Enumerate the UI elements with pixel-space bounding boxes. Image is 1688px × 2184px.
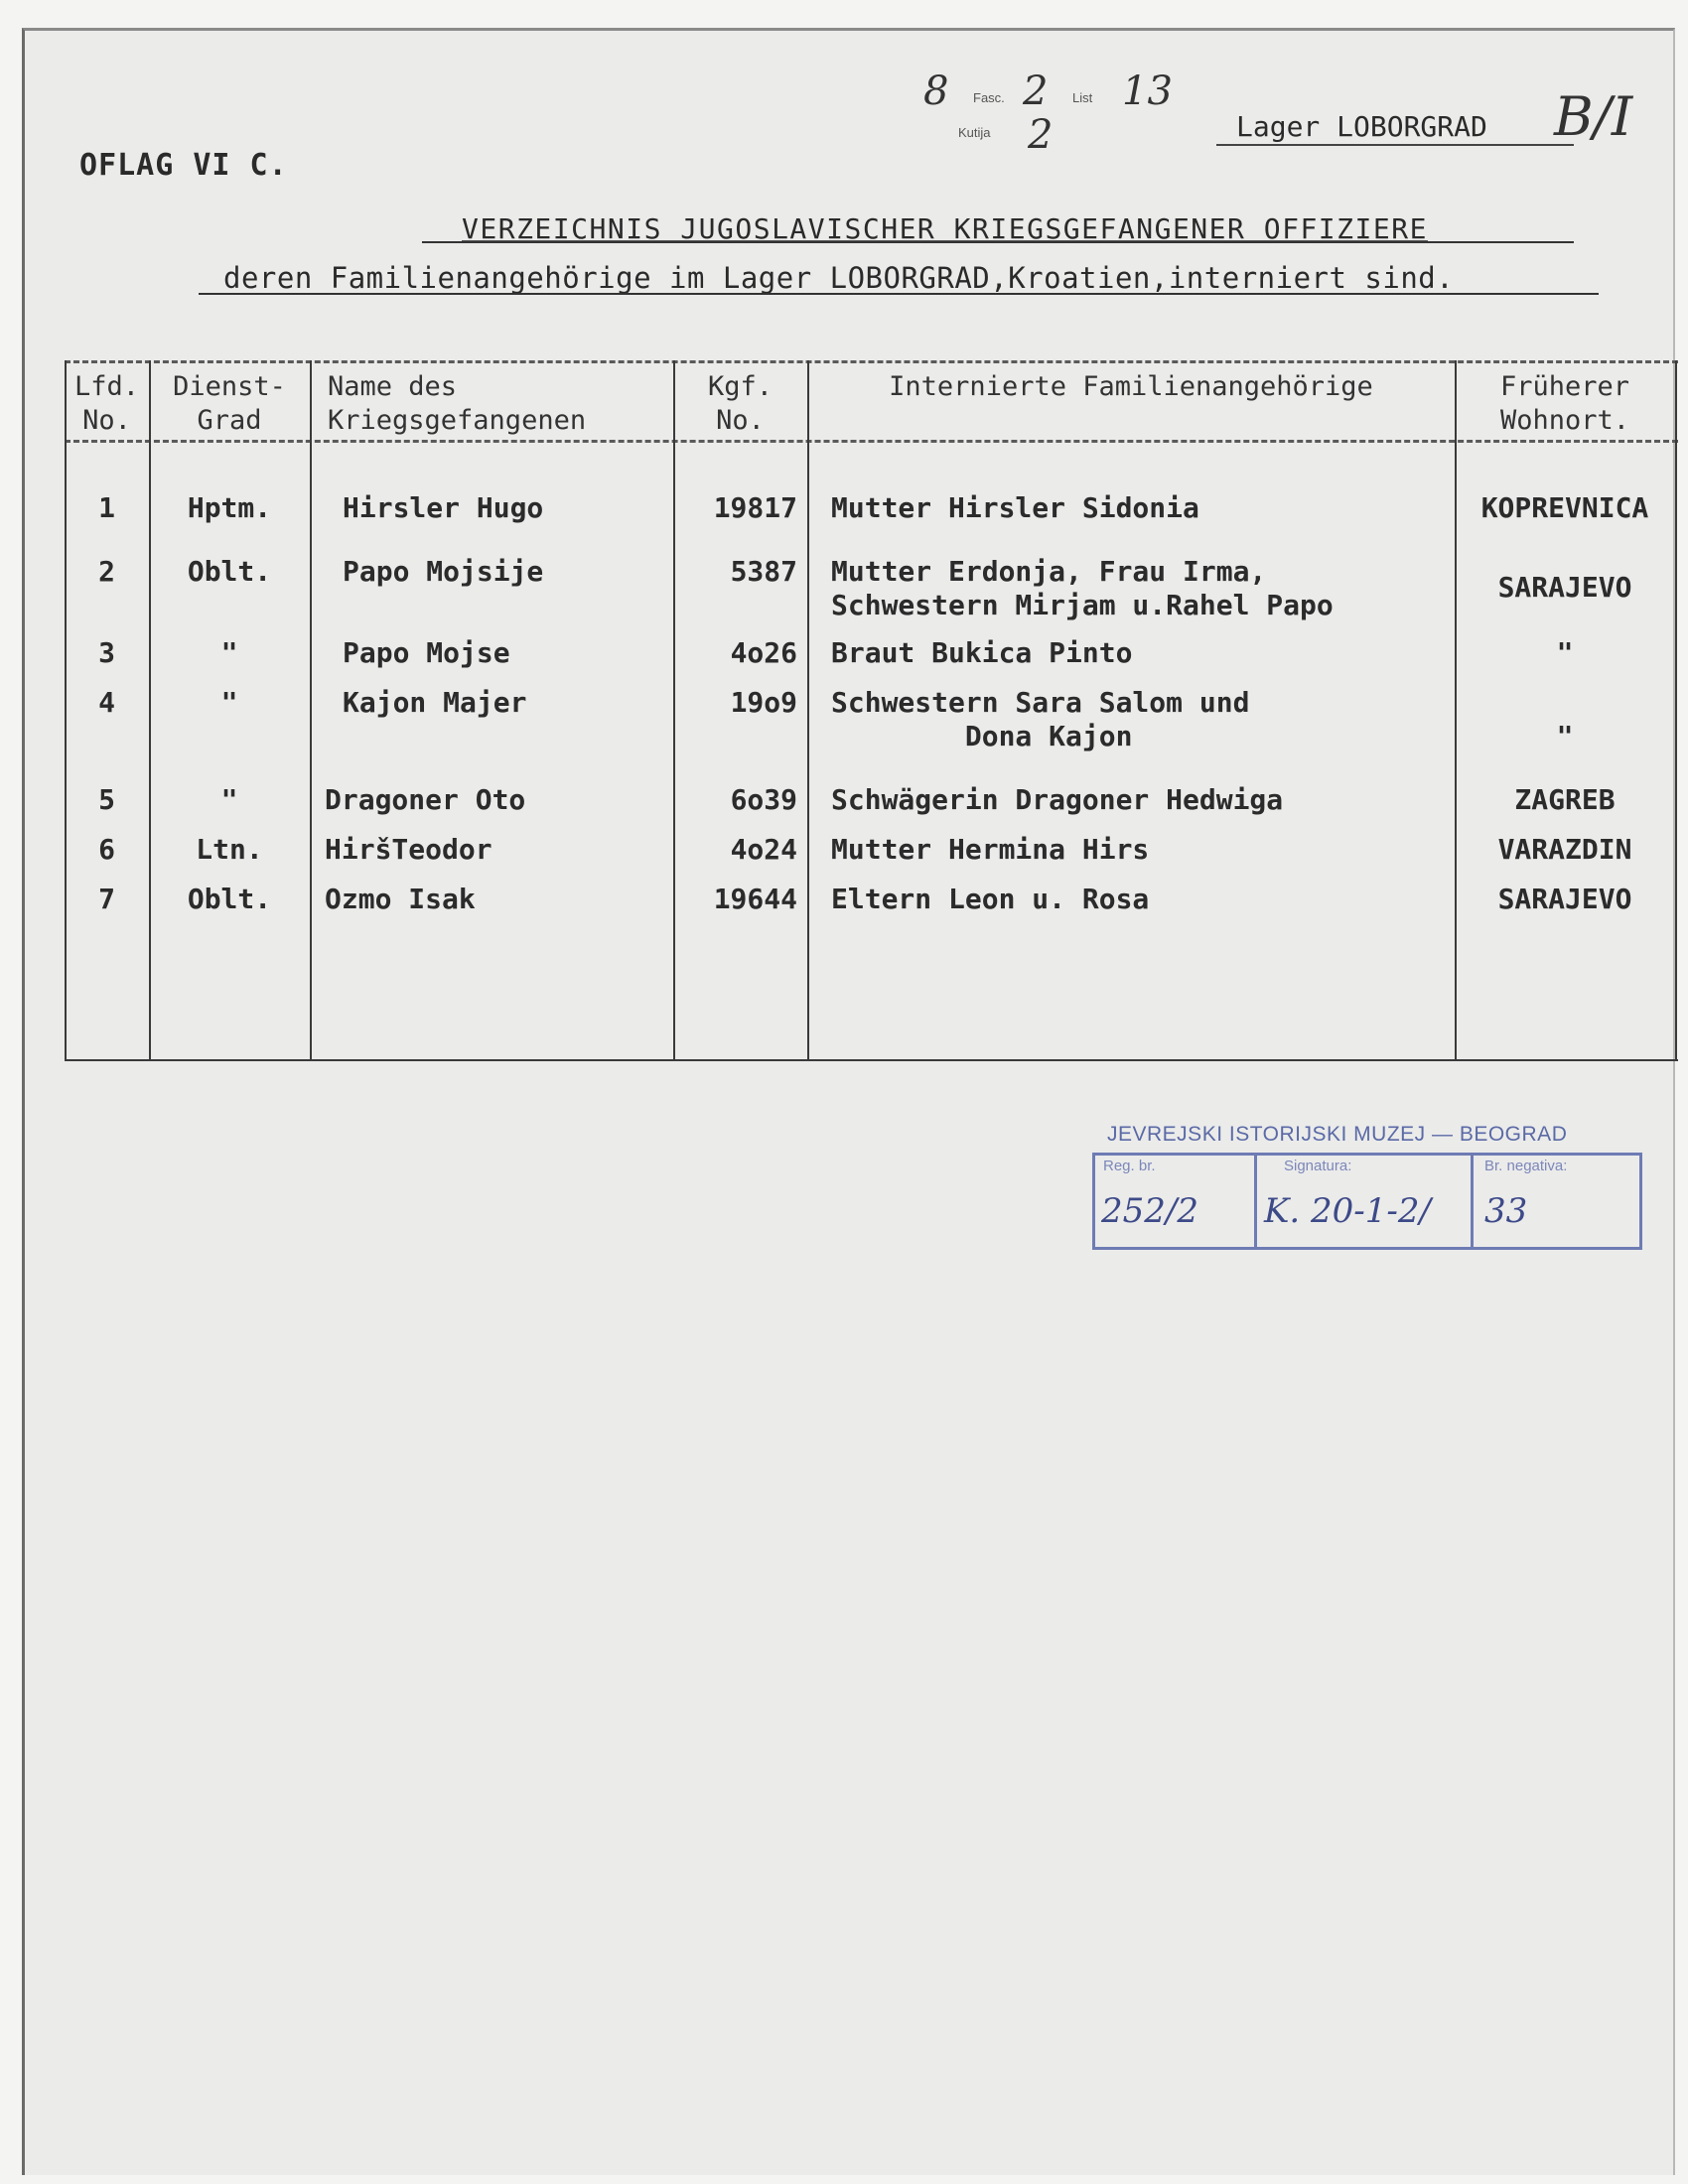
- document-subtitle: deren Familienangehörige im Lager LOBORGRAD,Kroatien,interniert sind.: [223, 261, 1455, 295]
- col-divider: [310, 360, 312, 1061]
- row-2-kgf: 5387: [730, 555, 797, 588]
- row-3-wohnort: ": [1556, 636, 1574, 669]
- row-4-name: Kajon Majer: [343, 686, 527, 719]
- archive-kutija-label: Kutija: [958, 125, 991, 140]
- row-2-no: 2: [98, 555, 115, 588]
- row-1-name: Hirsler Hugo: [343, 491, 544, 524]
- museum-stamp: [1092, 1153, 1642, 1250]
- row-2-grad: Oblt.: [187, 555, 272, 588]
- row-5-wohnort: ZAGREB: [1514, 783, 1616, 816]
- row-1-familie: Mutter Hirsler Sidonia: [831, 491, 1199, 524]
- row-7-wohnort: SARAJEVO: [1497, 883, 1632, 915]
- row-5-grad: ": [220, 783, 238, 816]
- stamp-signatura-label: Signatura:: [1284, 1158, 1352, 1174]
- row-1-no: 1: [98, 491, 115, 524]
- row-4-familie: Schwestern Sara Salom und Dona Kajon: [831, 686, 1250, 752]
- row-7-grad: Oblt.: [187, 883, 272, 915]
- museum-stamp-title: JEVREJSKI ISTORIJSKI MUZEJ — BEOGRAD: [1107, 1123, 1568, 1146]
- title-underline-2: [199, 293, 1599, 295]
- lager-heading: Lager LOBORGRAD: [1236, 110, 1487, 143]
- row-3-no: 3: [98, 636, 115, 669]
- oflag-heading: OFLAG VI C.: [79, 148, 288, 183]
- row-6-name: HiršTeodor: [325, 833, 492, 866]
- row-5-familie: Schwägerin Dragoner Hedwiga: [831, 783, 1284, 816]
- stamp-negativ-label: Br. negativa:: [1484, 1158, 1568, 1174]
- row-2-name: Papo Mojsije: [343, 555, 544, 588]
- header-dienstgrad: Dienst- Grad: [173, 371, 286, 436]
- row-6-grad: Ltn.: [196, 833, 263, 866]
- header-name: Name des Kriegsgefangenen: [328, 371, 587, 436]
- header-familie: Internierte Familienangehörige: [889, 371, 1373, 402]
- row-7-name: Ozmo Isak: [325, 883, 476, 915]
- row-2-wohnort: SARAJEVO: [1497, 571, 1632, 604]
- stamp-reg-label: Reg. br.: [1103, 1158, 1156, 1174]
- row-2-familie: Mutter Erdonja, Frau Irma, Schwestern Mirjam u.Rahel Papo: [831, 555, 1334, 621]
- row-1-wohnort: KOPREVNICA: [1480, 491, 1649, 524]
- header-lfd: Lfd. No.: [73, 371, 140, 436]
- document-page: [22, 28, 1675, 2175]
- title-underline-1: [422, 241, 1574, 243]
- row-1-kgf: 19817: [713, 491, 797, 524]
- row-3-kgf: 4o26: [730, 636, 797, 669]
- document-title: VERZEICHNIS JUGOSLAVISCHER KRIEGSGEFANGENER OFFIZIERE: [462, 212, 1428, 245]
- row-3-familie: Braut Bukica Pinto: [831, 636, 1133, 669]
- stamp-signatura-value: K. 20-1-2/: [1264, 1191, 1431, 1231]
- table-top-rule: [65, 360, 1678, 363]
- row-4-kgf: 19o9: [730, 686, 797, 719]
- archive-list-label: List: [1072, 90, 1093, 105]
- row-1-grad: Hptm.: [187, 491, 272, 524]
- row-4-wohnort: ": [1556, 720, 1574, 752]
- corner-mark: B/I: [1554, 85, 1633, 148]
- row-3-name: Papo Mojse: [343, 636, 510, 669]
- row-4-no: 4: [98, 686, 115, 719]
- row-5-kgf: 6o39: [730, 783, 797, 816]
- col-divider: [1455, 360, 1457, 1061]
- row-6-wohnort: VARAZDIN: [1497, 833, 1632, 866]
- lager-underline: [1216, 144, 1574, 146]
- stamp-divider: [1471, 1156, 1474, 1247]
- hand-mark-fasc: 2: [1023, 68, 1049, 114]
- row-4-grad: ": [220, 686, 238, 719]
- row-7-kgf: 19644: [713, 883, 797, 915]
- row-7-familie: Eltern Leon u. Rosa: [831, 883, 1150, 915]
- stamp-negativ-value: 33: [1484, 1191, 1528, 1231]
- row-3-grad: ": [220, 636, 238, 669]
- col-divider: [807, 360, 809, 1061]
- row-6-familie: Mutter Hermina Hirs: [831, 833, 1150, 866]
- table-header-rule: [65, 440, 1678, 443]
- table-bottom-rule: [65, 1059, 1678, 1061]
- stamp-divider: [1254, 1156, 1257, 1247]
- header-kgf: Kgf. No.: [707, 371, 774, 436]
- row-6-kgf: 4o24: [730, 833, 797, 866]
- hand-mark-list: 13: [1122, 68, 1173, 114]
- prisoner-table: [65, 360, 1678, 1061]
- hand-mark-kutija: 2: [1028, 112, 1054, 158]
- row-6-no: 6: [98, 833, 115, 866]
- col-divider: [1675, 360, 1677, 1061]
- row-7-no: 7: [98, 883, 115, 915]
- hand-mark-8: 8: [923, 68, 949, 114]
- header-wohnort: Früherer Wohnort.: [1499, 371, 1630, 436]
- archive-fasc-label: Fasc.: [973, 90, 1005, 105]
- row-5-name: Dragoner Oto: [325, 783, 526, 816]
- row-5-no: 5: [98, 783, 115, 816]
- stamp-reg-value: 252/2: [1101, 1191, 1198, 1231]
